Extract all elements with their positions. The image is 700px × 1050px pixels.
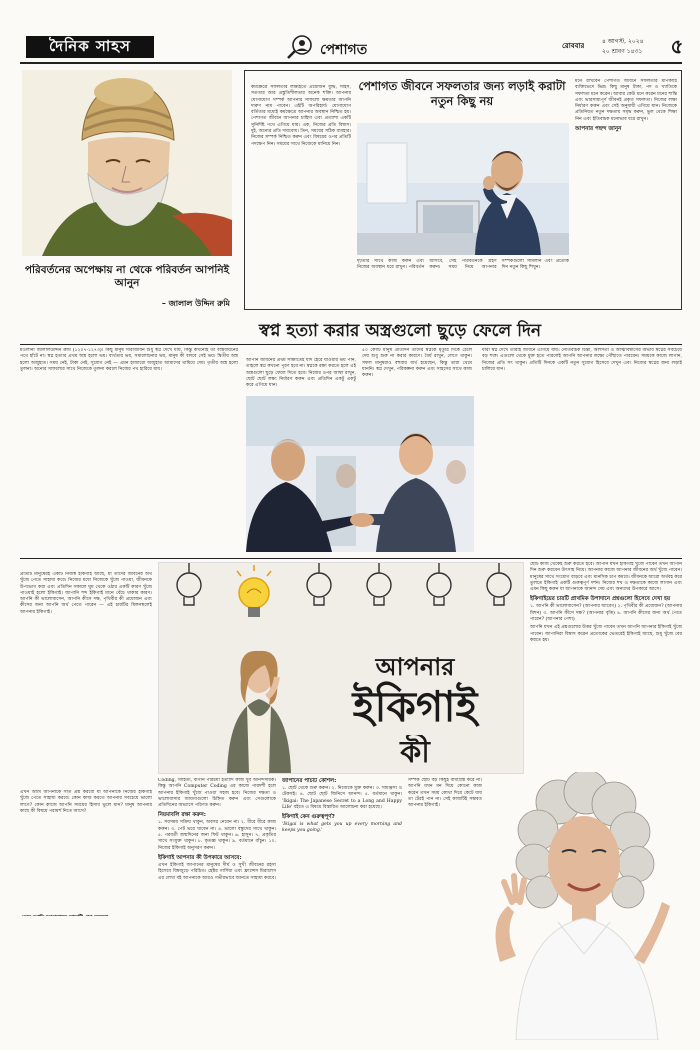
ikigai-sub5: ইকিগাই কেন গুরুত্বপূর্ণ?	[282, 814, 335, 821]
career-col4	[575, 79, 677, 307]
dream-col4	[482, 348, 682, 554]
dream-bottom-rule	[20, 558, 682, 559]
ikigai-list-mid: ১. সবসময় সক্রিয় থাকুন, অবসর নেবেন না। ২. ধীরে ধীরে কাজ করুন। ৩. পেট ভরে খাবেন না। ৪. ভালো বন্ধুদের সাথে থাকুন। ৫. পরবর্তী জন্মদিনের জন্য ফিট থাকুন। ৬. হাসুন। ৭. প্রকৃতির সাথে সংযুক্ত থাকুন। ৮. কৃতজ্ঞ থাকুন। ৯. বর্তমানে বাঁচুন। ১০. নিজের ইকিগাই অনুসরণ করুন।	[158, 820, 276, 851]
ikigai-sub2: নিয়মাবলি রক্ষা করুন:	[158, 812, 206, 819]
ikigai-sub1-text	[20, 915, 110, 916]
newspaper-name: দৈনিক সাহস	[49, 36, 131, 55]
newspaper-logo	[26, 36, 154, 58]
rumi-portrait	[22, 70, 232, 256]
dream-headline	[150, 318, 650, 342]
quote-headline-text: পরিবর্তনের অপেক্ষায় না থেকে পরিবর্তন আপনিই আনুন	[24, 264, 230, 289]
ikigai-kicker	[20, 562, 150, 570]
woman-thinking-photo	[219, 639, 299, 773]
ikigai-graphic	[158, 562, 524, 774]
ikigai-sub1	[20, 904, 152, 916]
ikigai-title-top	[315, 649, 515, 679]
ikigai-title-bottom	[315, 735, 515, 773]
dream-col2-text: আপনি জীবনের প্রথম সাক্ষাতেই যদি হেরে যাওয়ার ভয় পান, তাহলে স্বপ্ন কখনো পূরণ হবে না। স্বপ্নকে রক্ষা করতে হলে এই অস্ত্রগুলো ছুড়ে ফেলে দিতে হবে। নিজের ওপর আস্থা রাখুন, ছোট ছোট লক্ষ্য নির্ধারণ করুন এবং প্রতিদিন একটু একটু করে এগিয়ে যান।	[246, 358, 356, 389]
ikigai-sub3: ইকিগাই আপনার কী উপকারে আসবে:	[158, 854, 242, 861]
dream-col4-text: যারা স্বপ্ন দেখে তারাই জীবনে এগিয়ে যায়। নেতিবাচক চিন্তা, অলসতা ও আত্মবিশ্বাসের অভাব স্বপ্নের সবচেয়ে বড় শত্রু। এগুলো থেকে মুক্ত হতে পারলেই আপনি আপনার লক্ষ্যে পৌঁছাতে পারবেন। সময়কে কাজে লাগান, নিজের প্রতি সৎ থাকুন। প্রতিটি দিনকে একটি নতুন সুযোগ হিসেবে দেখুন এবং নিজের স্বপ্নের জন্য লড়াই চালিয়ে যান।	[482, 348, 682, 372]
section-header	[286, 34, 406, 60]
magnifier-icon	[286, 34, 320, 60]
career-headline-text: পেশাগত জীবনে সফলতার জন্য লড়াই করাটা নতুন কিছু নয়	[358, 79, 566, 108]
date-english: ৪ আগস্ট, ২০২৪	[602, 38, 644, 45]
ikigai-col-mid3: ১. ছোট থেকে শুরু করুন। ২. নিজেকে মুক্ত করুন। ৩. সামঞ্জস্য ও টেকসই। ৪. ছোট ছোট জিনিসে আনন্দ। ৫. বর্তমানে থাকুন। 'Ikigai: The Japanese Secret to a Long and Happy Life' বইতে এ বিষয়ে বিস্তারিত আলোচনা করা হয়েছে।	[282, 786, 402, 810]
ikigai-col-mid1: Coding, সাহিত্য, বাগান পরিচর্যা ইত্যাদি কাজ খুব আনন্দদায়ক। কিন্তু আপনি Computer Coding এর কাজে পারদর্শী হলে আপনার ইকিগাই খুঁজে পাওয়া সহজ হবে। নিজের দক্ষতা ও ভালোবাসার জায়গাগুলো চিহ্নিত করুন এবং সেগুলোকে প্রতিদিনের অভ্যাসে পরিণত করুন।	[158, 778, 276, 809]
career-headline	[357, 79, 567, 117]
ikigai-list-right: ১. আপনি কী ভালোবাসেন? (আপনার আবেগ) ২. পৃথিবীর কী প্রয়োজন? (আপনার মিশন) ৩. আপনি কীসে দক্ষ? (আপনার বৃত্তি) ৪. আপনি কীসের জন্য অর্থ পেতে পারেন? (আপনার পেশা)	[530, 604, 682, 623]
ikigai-col-mid1-wrap	[158, 778, 276, 1040]
bulbs-illustration	[159, 563, 524, 633]
date-bangla: ২০ শ্রাবণ ১৪৩১	[602, 48, 643, 55]
ikigai-quote-en: 'Ikigai is what gets you up every morning and keeps you going.'	[282, 822, 402, 834]
dream-col3-text: ৫০ কোটি মানুষ প্রতিদিন তাদের স্বপ্নকে মৃত্যুর দিকে ঠেলে দেয় শুধু শুরু না করার কারণে। ধৈর্য রাখুন, লেগে থাকুন। সফল মানুষরাও বহুবার ব্যর্থ হয়েছেন, কিন্তু তারা থেমে যাননি। স্বপ্ন দেখুন, পরিকল্পনা করুন এবং সাহসের সাথে কাজ করুন।	[362, 348, 472, 379]
career-article	[244, 70, 682, 310]
career-bottom	[357, 259, 569, 307]
dream-col1	[20, 348, 238, 554]
ikigai-col-mid2: এখন ইকিগাই জাপানের মানুষের দীর্ঘ ও সুখী জীবনের রহস্য হিসেবে বিশ্বজুড়ে পরিচিত। হেক্টর গার্সিয়া এবং ফ্রান্সেস মিরালেস এর লেখা বই আপনাকে আরও গভীরভাবে জানতে সাহায্য করবে।	[158, 862, 276, 881]
ikigai-col-left2	[20, 790, 152, 900]
ikigai-col-left	[20, 572, 152, 788]
quote-author-text: – জালাল উদ্দিন রুমি	[161, 298, 230, 308]
day-label: রোববার	[562, 42, 585, 50]
page-number	[666, 32, 688, 58]
ikigai-title-main-text: ইকিগাই	[352, 682, 478, 731]
date-block	[562, 36, 662, 58]
masthead	[0, 0, 700, 66]
handshake-photo	[246, 396, 474, 552]
happy-woman-photo	[408, 772, 682, 1040]
career-bottom-text: দৃঢ়তার সাথে কাজ করুন এবং নিজের অবস্থান ধরে রাখুন। পরিবর্তন আসবে, সেই পরিবর্তনকে গ্রহণ করুন। সময় নিয়ে আপনার সম্পর্কগুলো সামলান এবং প্রত্যেক দিন নতুন কিছু শিখুন।	[357, 259, 569, 271]
ikigai-title-main	[305, 681, 524, 737]
ikigai-col-mid3-wrap	[282, 778, 402, 1040]
page-number-text: ৫	[670, 34, 684, 58]
rumi-section	[20, 68, 234, 312]
dream-rule	[20, 344, 682, 345]
career-col4-subhead: আপনার পছন্দ জানুন	[575, 126, 622, 133]
dream-headline-text: স্বপ্ন হত্যা করার অস্ত্রগুলো ছুড়ে ফেলে দিন	[258, 321, 542, 341]
career-kicker	[251, 75, 351, 83]
ikigai-col-left-text: প্রতিটি মানুষেরই একটি নিজস্ব ইকিগাই আছে, যা তাদের জীবনের অর্থ খুঁজে পেতে সাহায্য করে। নিজের মধ্যে নিজেকে খুঁজে পাওয়া, জীবনকে উপভোগ করা এবং প্রতিদিন সকালে ঘুম থেকে ওঠার একটি কারণ খুঁজে পাওয়াই হলো ইকিগাই। জাপানি শব্দ ইকিগাই মানে বেঁচে থাকার কারণ। আপনি কী ভালোবাসেন, আপনি কীসে দক্ষ, পৃথিবীর কী প্রয়োজন এবং কীসের জন্য আপনি অর্থ পেতে পারেন — এই চারটির মিলনস্থলেই আপনার ইকিগাই।	[20, 572, 152, 615]
career-col4-text: মনে রাখবেন পেশাগত জীবনে সফলতার মাপকাঠি ব্যক্তিভেদে ভিন্ন। কিছু মানুষ টাকা, পদ ও খ্যাতিকে সফলতা মনে করেন। আবার কেউ মনে করেন মনের শান্তি এবং ভারসাম্যপূর্ণ জীবনই প্রকৃত সফলতা। নিজের লক্ষ্য নির্ধারণ করুন এবং সেই অনুযায়ী এগিয়ে যান। নিজেকে প্রতিনিয়ত নতুন দক্ষতায় সমৃদ্ধ করুন, ভুল থেকে শিক্ষা নিন এবং ইতিবাচক মনোভাব ধরে রাখুন।	[575, 79, 677, 122]
ikigai-sub6: ইকিগাইয়ের চারটি প্রাথমিক উপাদানে প্রশ্নগুলো হিসেবে দেখা হয়	[530, 596, 671, 603]
ikigai-col-bottom-text: সম্পর্ক ছোট বড় কিছুই বাধাগ্রস্ত করে না। আপনি যখন মন দিয়ে কোনো কাজ করেন তখন সময় কোথা দিয়ে কেটে যায় তা টেরই পান না। সেই কাজটিই সম্ভবত আপনার ইকিগাই।	[408, 778, 482, 809]
ikigai-col-right2: আপনি যখন এই প্রশ্নগুলোর উত্তর খুঁজে পাবেন তখন আপনি আপনার ইকিগাই খুঁজে পাবেন। জাপানিরা বিশ্বাস করেন প্রত্যেকের ভেতরেই ইকিগাই আছে, শুধু খুঁজে বের করতে হয়।	[530, 625, 682, 643]
dream-col2	[246, 358, 356, 394]
ikigai-col-left2-text: এখন আমি আপনাকে সাত প্রশ্ন করবো যা আপনাকে নিজের ইকিগাই খুঁজে পেতে সাহায্য করবে। কোন কাজ করতে আপনার সবচেয়ে ভালো লাগে? কোন কাজে আপনি সময়ের হিসাব ভুলে যান? মানুষ আপনার কাছে কী বিষয়ে পরামর্শ নিতে আসে?	[20, 790, 152, 814]
ikigai-title-top-text: আপনার	[375, 653, 455, 679]
section-title: পেশাগত	[320, 42, 368, 58]
career-col1-text: কর্মক্ষেত্রে সফলতার লক্ষ্যইতে প্রয়োজন বুদ্ধি, সাহস, সততার আর প্রস্তুতিশীলতার অনেক শক্তি। আপনার যোগাযোগ সম্পর্ক আপনার সাফল্যে ক্ষমতার আপনি দারুণ নাম পাবেন। এইটি অপরিহার্য। যোগাযোগ বৰ্তিতার মধ্যেই কর্মক্ষেত্রে আপনার অবস্থান নিশ্চিত হয়। পেশাগত জীবনে আপনার চাহিদা এবং প্রত্যাশা একটি সুনির্দিষ্ট পথে এগিয়ে যায়। এক, নিজের প্রতি বিশ্বাস। দুই, অন্যের প্রতি দায়বোধ। তিন, সময়ের সঠিক ব্যবহার। নিজের সম্পর্ক নিশ্চিত করুন এবং বিষয়ের ওপর প্রতিটি পদক্ষেপ নিন। সময়ের সাথে নিজেকে মানিয়ে নিন।	[251, 85, 351, 147]
ikigai-sub4: জাপানের পাঁচটি কৌশল:	[282, 778, 337, 784]
ikigai-col-right: ছোট কাজ থেকেই শুরু করতে হবে। আপনি যখন ইকিগাই খুঁজে পাবেন তখন আপনি দিন শুরু করবেন উৎসাহ নিয়ে। আপনার কাজে আপনার জীবনের অর্থ খুঁজে পাবেন। মানুষের সাথে সংযোগ বাড়বে এবং মানসিক চাপ কমবে। জীবনকে আরো অর্থবহ করে তুলতে ইকিগাই একটি গুরুত্বপূর্ণ দর্শন। নিজের শখ ও দক্ষতাকে কাজে লাগান এবং এমন কিছু করুন যা আপনাকে আনন্দ দেয় এবং অন্যদের উপকারে আসে।	[530, 562, 682, 593]
masthead-rule	[20, 62, 682, 64]
career-col1	[251, 85, 351, 307]
ikigai-title-bottom-text: কী	[400, 735, 430, 770]
dream-col3	[362, 348, 472, 394]
dream-col1-text: মওলানা জালালউদ্দিন রুমি (১২০৭-১২৭৩)। কিছু মানুষ সারাজীবন শুধু স্বপ্ন দেখে যায়, কিন্তু কখনোই তা বাস্তবায়নের পথে হাঁটে না। স্বপ্ন হত্যার প্রথম অস্ত্র হলো ভয়। ব্যর্থতার ভয়, সমালোচনার ভয়, মানুষ কী বলবে সেই ভয়। দ্বিতীয় অস্ত্র হলো অজুহাত। সময় নেই, টাকা নেই, সুযোগ নেই — এমন হাজারো অজুহাত আমাদের থামিয়ে দেয়। তৃতীয় অস্ত্র হলো তুলনা। অন্যের সাফল্যের সাথে নিজেকে তুলনা করলে নিজের পথ হারিয়ে যায়।	[20, 348, 238, 372]
dream-kicker	[246, 348, 326, 356]
quote-author	[80, 298, 230, 310]
businessman-photo	[357, 123, 569, 255]
quote-headline	[24, 264, 230, 294]
